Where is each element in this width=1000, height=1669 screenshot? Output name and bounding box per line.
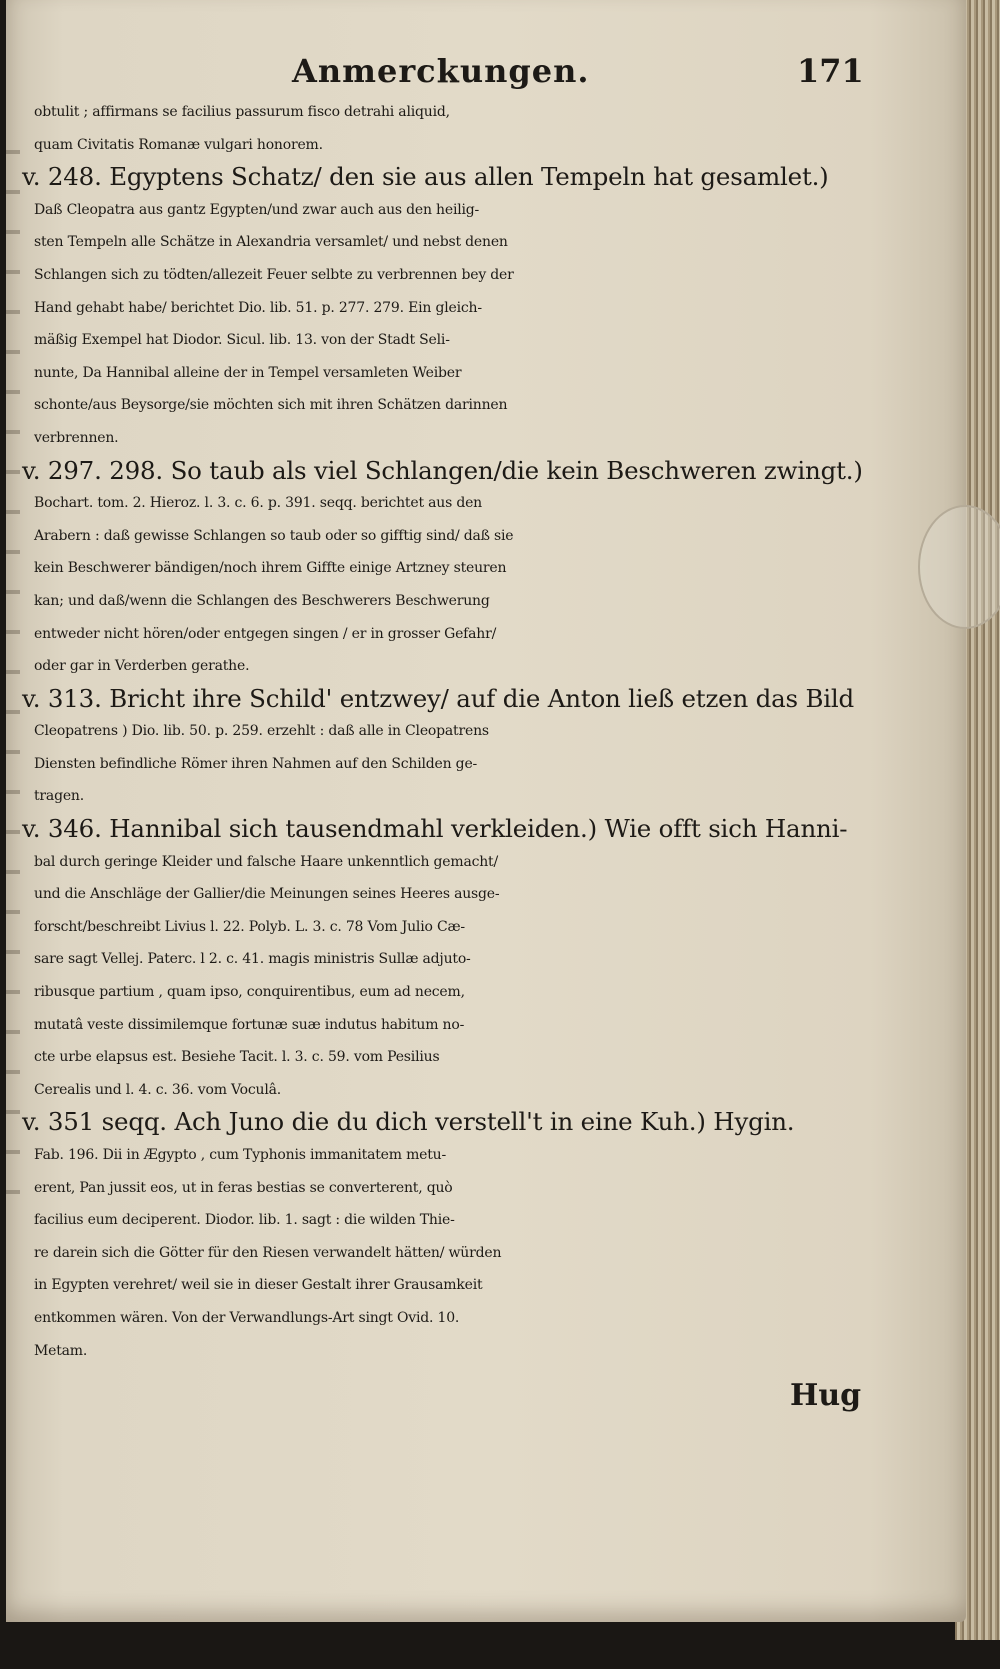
- text-line: facilius eum deciperent. Diodor. lib. 1. sagt : die wilden Thie-: [34, 1212, 455, 1229]
- margin-show-through: [6, 130, 20, 1230]
- text-line: Metam.: [34, 1342, 88, 1359]
- text-line: quam Civitatis Romanæ vulgari honorem.: [34, 136, 323, 153]
- text-line: mutatâ veste dissimilemque fortunæ suæ indutus habitum no-: [34, 1016, 465, 1033]
- text-line: entweder nicht hören/oder entgegen singen / er in grosser Gefahr/: [34, 625, 497, 642]
- text-line: Hand gehabt habe/ berichtet Dio. lib. 51. p. 277. 279. Ein gleich-: [34, 299, 482, 316]
- text-line: entkommen wären. Von der Verwandlungs-Art singt Ovid. 10.: [34, 1309, 460, 1326]
- note-heading-line: v. 351 seqq. Ach Juno die du dich verstell't in eine Kuh.) Hygin.: [22, 1107, 795, 1137]
- text-line: erent, Pan jussit eos, ut in feras bestias se converterent, quò: [34, 1179, 453, 1196]
- text-line: oder gar in Verderben gerathe.: [34, 658, 250, 675]
- catchword: Hug: [790, 1378, 862, 1413]
- note-heading-line: v. 248. Egyptens Schatz/ den sie aus allen Tempeln hat gesamlet.): [22, 162, 829, 192]
- text-line: obtulit ; affirmans se facilius passurum fisco detrahi aliquid,: [34, 104, 450, 120]
- text-line: kan; und daß/wenn die Schlangen des Beschwerers Beschwerung: [34, 592, 490, 609]
- text-line: kein Beschwerer bändigen/noch ihrem Giffte einige Artzney steuren: [34, 560, 507, 577]
- text-line: cte urbe elapsus est. Besiehe Tacit. l. 3. c. 59. vom Pesilius: [34, 1049, 440, 1066]
- text-line: sare sagt Vellej. Paterc. l 2. c. 41. magis ministris Sullæ adjuto-: [34, 951, 471, 968]
- page-number: 171: [797, 52, 864, 90]
- text-line: Diensten befindliche Römer ihren Nahmen auf den Schilden ge-: [34, 755, 478, 772]
- text-line: in Egypten verehret/ weil sie in dieser Gestalt ihrer Grausamkeit: [34, 1277, 483, 1294]
- text-line: schonte/aus Beysorge/sie möchten sich mit ihren Schätzen darinnen: [34, 397, 508, 414]
- page-header: [22, 52, 882, 96]
- text-line: Cleopatrens ) Dio. lib. 50. p. 259. erzehlt : daß alle in Cleopatrens: [34, 723, 489, 740]
- page-content: [22, 52, 882, 1367]
- text-line: Arabern : daß gewisse Schlangen so taub oder so gifftig sind/ daß sie: [34, 527, 514, 544]
- text-line: nunte, Da Hannibal alleine der in Tempel versamleten Weiber: [34, 364, 462, 381]
- note-heading-line: v. 297. 298. So taub als viel Schlangen/die kein Beschweren zwingt.): [22, 455, 863, 485]
- text-line: bal durch geringe Kleider und falsche Haare unkenntlich gemacht/: [34, 853, 498, 870]
- text-line: und die Anschläge der Gallier/die Meinungen seines Heeres ausge-: [34, 886, 500, 903]
- text-line: Bochart. tom. 2. Hieroz. l. 3. c. 6. p. 391. seqq. berichtet aus den: [34, 495, 482, 512]
- text-line: Fab. 196. Dii in Ægypto , cum Typhonis immanitatem metu-: [34, 1147, 446, 1163]
- text-line: Schlangen sich zu tödten/allezeit Feuer selbte zu verbrennen bey der: [34, 266, 514, 283]
- text-line: Daß Cleopatra aus gantz Egypten/und zwar auch aus den heilig-: [34, 201, 480, 218]
- text-line: forscht/beschreibt Livius l. 22. Polyb. L. 3. c. 78 Vom Julio Cæ-: [34, 918, 465, 935]
- text-line: verbrennen.: [34, 429, 119, 446]
- text-line: sten Tempeln alle Schätze in Alexandria versamlet/ und nebst denen: [34, 234, 508, 251]
- body-text: [22, 96, 882, 1367]
- running-head: Anmerckungen.: [292, 52, 590, 90]
- note-heading-line: v. 313. Bricht ihre Schild' entzwey/ auf die Anton ließ etzen das Bild: [22, 683, 855, 713]
- text-line: mäßig Exempel hat Diodor. Sicul. lib. 13. von der Stadt Seli-: [34, 332, 450, 349]
- text-line: ribusque partium , quam ipso, conquirentibus, eum ad necem,: [34, 984, 465, 1001]
- text-line: tragen.: [34, 788, 84, 805]
- text-line: re darein sich die Götter für den Riesen verwandelt hätten/ würden: [34, 1244, 502, 1261]
- note-heading-line: v. 346. Hannibal sich tausendmahl verkleiden.) Wie offt sich Hanni-: [22, 814, 848, 844]
- text-line: Cerealis und l. 4. c. 36. vom Voculâ.: [34, 1081, 282, 1098]
